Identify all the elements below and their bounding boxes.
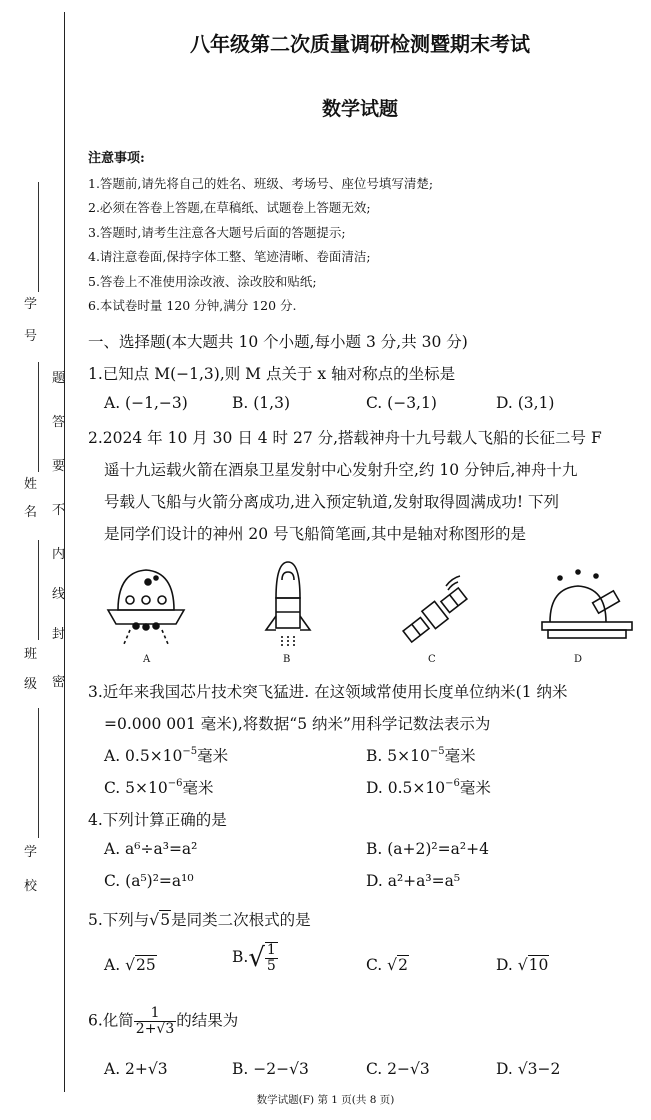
exam-subtitle: 数学试题: [321, 98, 398, 120]
question-5-option-d: D. √10: [496, 956, 549, 974]
figure-label-a: A: [143, 654, 151, 665]
spacecraft-figures: [100, 560, 640, 670]
question-5-option-a: A. √25: [104, 956, 156, 974]
question-1-option-a: A. (−1,−3): [104, 394, 188, 412]
question-4-option-a: A. a⁶÷a³=a²: [104, 840, 198, 858]
notes-block: [88, 147, 433, 319]
question-2-line: 遥十九运载火箭在酒泉卫星发射中心发射升空,约 10 分钟后,神舟十九: [104, 461, 578, 479]
note-item: 2.必须在答卷上答题,在草稿纸、试题卷上答题无效;: [88, 200, 371, 215]
question-4-option-b: B. (a+2)²=a²+4: [366, 840, 489, 858]
name-blank-line: [38, 362, 39, 472]
id-label-char: 学: [24, 297, 38, 312]
page-footer: 数学试题(F) 第 1 页(共 8 页): [256, 1094, 395, 1106]
figure-label-d: D: [574, 654, 583, 665]
question-3-line: 3.近年来我国芯片技术突飞猛进. 在这领域常使用长度单位纳米(1 纳米: [88, 683, 568, 701]
question-4-stem: 4.下列计算正确的是: [88, 811, 227, 829]
note-item: 3.答题时,请考生注意各大题号后面的答题提示;: [88, 224, 346, 240]
question-2-line: 2.2024 年 10 月 30 日 4 时 27 分,搭载神舟十九号载人飞船的长征二号 F: [88, 429, 602, 447]
question-3-option-a: A. $0.5\times 10^{-5}$毫米: [104, 746, 229, 765]
school-label-char: 校: [24, 879, 38, 894]
note-item: 1.答题前,请先将自己的姓名、班级、考场号、座位号填写清楚;: [88, 175, 434, 191]
figure-b-spacecraft: [266, 562, 310, 646]
question-5-option-c: C. √2: [366, 956, 408, 974]
seal-char: 答: [52, 415, 66, 430]
question-3-option-c: C. $5\times 10^{-6}$毫米: [104, 778, 214, 797]
school-label-char: 学: [24, 845, 38, 860]
question-3-option-d: D. $0.5\times 10^{-6}$毫米: [366, 778, 491, 797]
name-label-char: 名: [24, 505, 38, 520]
note-item: 6.本试卷时量 120 分钟,满分 120 分.: [88, 298, 297, 313]
seal-char: 内: [52, 547, 66, 562]
figure-label-c: C: [428, 654, 436, 665]
question-3-line: =0.000 001 毫米),将数据“5 纳米”用科学记数法表示为: [104, 715, 491, 733]
figure-label-b: B: [283, 654, 291, 665]
figure-a-spacecraft: [108, 570, 184, 644]
question-1-option-b: B. (1,3): [232, 394, 290, 412]
notes-heading: 注意事项:: [88, 151, 145, 166]
question-2-line: 是同学们设计的神州 20 号飞船简笔画,其中是轴对称图形的是: [104, 525, 527, 543]
seal-char: 线: [52, 587, 66, 602]
seal-char: 题: [52, 371, 66, 386]
class-label-char: 班: [24, 647, 38, 662]
question-5-stem: 5.下列与√5是同类二次根式的是: [88, 911, 311, 929]
name-label-char: 姓: [24, 477, 38, 492]
class-blank-line: [38, 540, 39, 640]
figure-d-spacecraft: [542, 570, 632, 638]
question-1-option-d: D. (3,1): [496, 394, 555, 412]
question-6-option-d: D. √3−2: [496, 1060, 561, 1078]
class-label-char: 级: [24, 677, 38, 692]
question-4-option-d: D. a²+a³=a⁵: [366, 872, 461, 890]
exam-title: 八年级第二次质量调研检测暨期末考试: [190, 32, 530, 56]
note-item: 5.答卷上不准使用涂改液、涂改胶和贴纸;: [88, 273, 317, 289]
question-1-stem: 1.已知点 M(−1,3),则 M 点关于 x 轴对称点的坐标是: [88, 365, 456, 383]
question-6-option-c: C. 2−√3: [366, 1060, 430, 1078]
seal-char: 封: [52, 627, 66, 642]
seal-char: 不: [52, 503, 66, 518]
section-heading: 一、选择题(本大题共 10 个小题,每小题 3 分,共 30 分): [88, 333, 468, 351]
figure-c-spacecraft: [401, 576, 470, 645]
question-4-option-c: C. (a⁵)²=a¹⁰: [104, 872, 194, 890]
question-3-option-b: B. $5\times 10^{-5}$毫米: [366, 746, 476, 765]
note-item: 4.请注意卷面,保持字体工整、笔迹清晰、卷面清洁;: [88, 249, 371, 264]
seal-char: 密: [52, 675, 66, 690]
question-6-option-a: A. 2+√3: [104, 1060, 168, 1078]
seal-char: 要: [52, 459, 66, 474]
question-2-line: 号载人飞船与火箭分离成功,进入预定轨道,发射取得圆满成功! 下列: [104, 493, 560, 511]
id-blank-line: [38, 182, 39, 292]
question-1-option-c: C. (−3,1): [366, 394, 437, 412]
question-6-stem: 6.化简 $\frac{1}{2+√3}$ 的结果为: [88, 1005, 239, 1037]
question-5-option-b: B.√ $\frac{1}{5}$: [232, 942, 276, 974]
question-6-option-b: B. −2−√3: [232, 1060, 309, 1078]
school-blank-line: [38, 708, 39, 838]
id-label-char: 号: [24, 329, 38, 344]
